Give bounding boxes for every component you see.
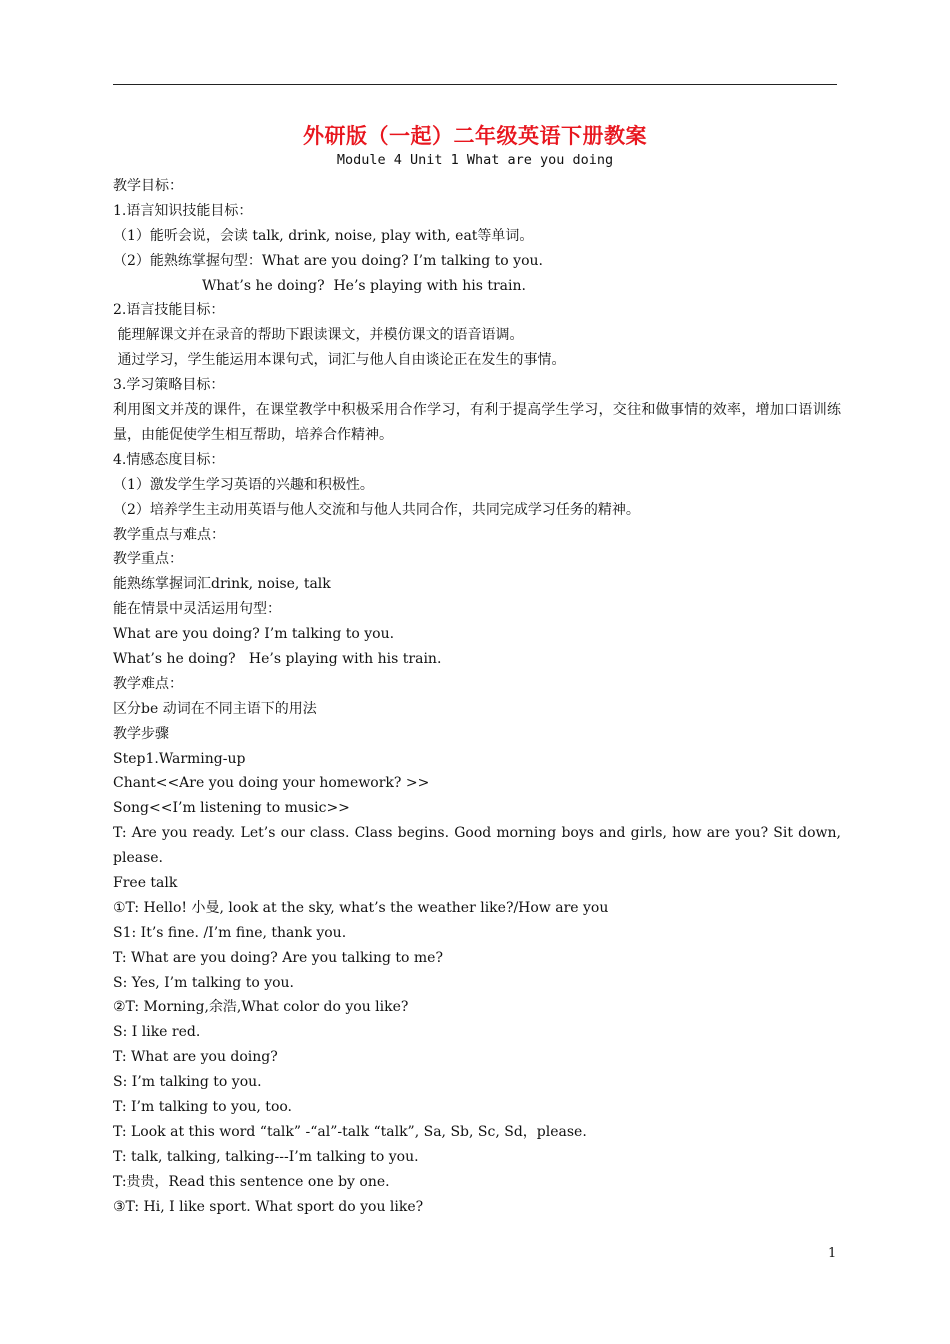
text-line: 区分be 动词在不同主语下的用法: [113, 700, 317, 717]
text-line: ③T: Hi, I like sport. What sport do you like?: [113, 1198, 424, 1215]
text-line: （2）培养学生主动用英语与他人交流和与他人共同合作，共同完成学习任务的精神。: [113, 501, 640, 518]
text-line: ①T: Hello! 小曼, look at the sky, what’s the weather like?/How are you: [113, 899, 609, 916]
text-line: ②T: Morning,余浩,What color do you like?: [113, 999, 409, 1016]
text-line: T: What are you doing? Are you talking to me?: [113, 949, 443, 966]
text-line: 能在情景中灵活运用句型：: [113, 601, 281, 618]
text-line: T: What are you doing?: [113, 1049, 278, 1066]
text-line: 能熟练掌握词汇drink, noise, talk: [113, 576, 331, 593]
text-line: What’s he doing? He’s playing with his train.: [113, 277, 526, 294]
text-line: 2.语言技能目标：: [113, 302, 225, 319]
text-line: S: I’m talking to you.: [113, 1074, 262, 1091]
text-line: S1: It’s fine. /I’m fine, thank you.: [113, 924, 347, 941]
text-line: 3.学习策略目标：: [113, 377, 225, 394]
document-body: [113, 174, 841, 1219]
page-number: 1: [828, 1246, 837, 1261]
text-line: T:贵贵，Read this sentence one by one.: [113, 1173, 390, 1190]
text-line: T: Look at this word “talk” -“al”-talk “talk”, Sa, Sb, Sc, Sd，please.: [113, 1123, 587, 1140]
header-rule: [113, 84, 837, 85]
text-line: （1）能听会说，会读 talk, drink, noise, play with, eat等单词。: [113, 227, 534, 244]
text-line: 教学重点：: [113, 551, 183, 568]
text-line: S: I like red.: [113, 1024, 201, 1041]
text-line: 教学重点与难点：: [113, 526, 225, 543]
text-line: （2）能熟练掌握句型：What are you doing? I’m talking to you.: [113, 252, 543, 269]
text-line: T: talk, talking, talking---I’m talking to you.: [113, 1148, 419, 1165]
text-line: 1.语言知识技能目标：: [113, 202, 253, 219]
document-title: 外研版（一起）二年级英语下册教案: [303, 124, 647, 148]
text-line: Song<<I’m listening to music>>: [113, 800, 350, 817]
text-line: S: Yes, I’m talking to you.: [113, 974, 295, 991]
text-line: 教学目标：: [113, 178, 183, 194]
text-line: 通过学习，学生能运用本课句式，词汇与他人自由谈论正在发生的事情。: [113, 352, 566, 369]
document-subtitle: Module 4 Unit 1 What are you doing: [336, 152, 614, 168]
text-line: What are you doing? I’m talking to you.: [113, 626, 395, 643]
text-line: 4.情感态度目标：: [113, 451, 225, 468]
text-line: （1）激发学生学习英语的兴趣和积极性。: [113, 476, 374, 493]
text-line: 利用图文并茂的课件，在课堂教学中积极采用合作学习，有利于提高学生学习，交往和做事情的效率，增加口语训练量，由能促使学生相互帮助，培养合作精神。: [113, 402, 841, 443]
text-line: What’s he doing? He’s playing with his train.: [113, 650, 442, 667]
text-line: 教学步骤: [113, 725, 169, 742]
text-line: T: Are you ready. Let’s our class. Class begins. Good morning boys and girls, how are you? Sit down, please.: [113, 825, 841, 867]
text-line: Step1.Warming-up: [113, 750, 246, 767]
text-line: 能理解课文并在录音的帮助下跟读课文，并模仿课文的语音语调。: [113, 327, 524, 344]
text-line: 教学难点：: [113, 675, 183, 692]
text-line: Free talk: [113, 875, 178, 891]
text-line: Chant<<Are you doing your homework? >>: [113, 775, 430, 792]
text-line: T: I’m talking to you, too.: [113, 1099, 292, 1116]
